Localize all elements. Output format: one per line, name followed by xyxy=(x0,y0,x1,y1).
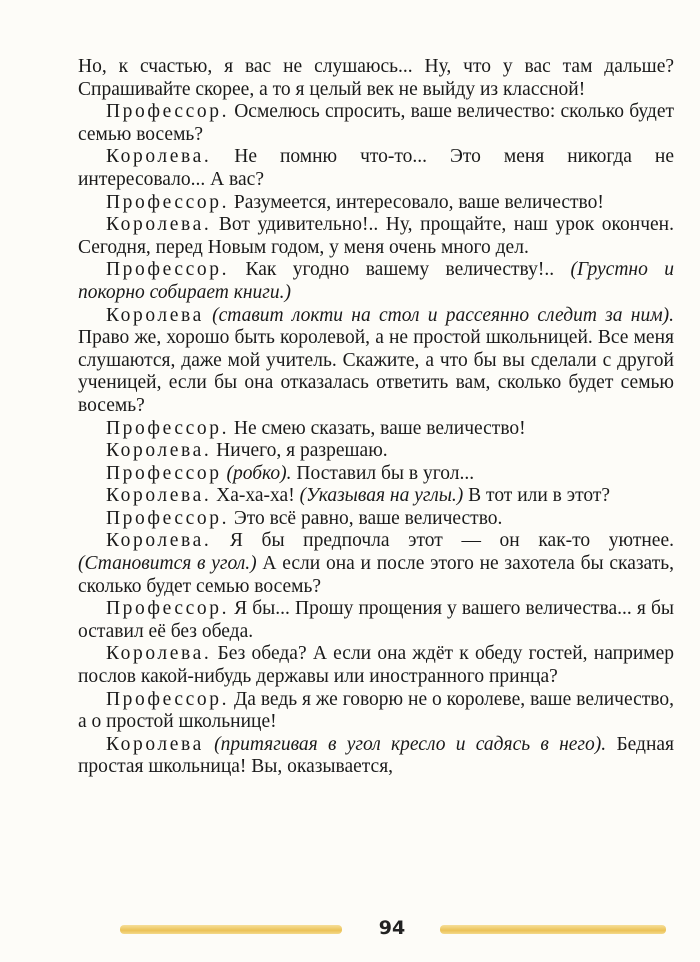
text-line: Профессор. Да ведь я же говорю не о королеве, ваше величество, а о простой школьнице! xyxy=(78,688,674,733)
text-line: Профессор. Я бы... Прошу прощения у вашего величества... я бы оставил её без обеда. xyxy=(78,598,674,642)
text-line: Профессор. Разумеется, интересовало, ваше величество! xyxy=(106,191,604,213)
speaker-name: Королева xyxy=(106,733,204,755)
text-line: Профессор (робко). Поставил бы в угол... xyxy=(106,462,475,484)
stage-direction: (Становится в угол.) xyxy=(78,553,257,575)
text-line: Профессор. Как угодно вашему величеству!.. (Грустно и покорно собирает книги.) xyxy=(78,259,674,303)
play-text xyxy=(78,56,674,779)
stage-direction: (робко). xyxy=(226,462,292,484)
speaker-name: Профессор. xyxy=(106,259,230,281)
text-line: Профессор. Осмелюсь спросить, ваше величество: сколько будет семью восемь? xyxy=(78,101,674,145)
speaker-name: Королева. xyxy=(106,485,212,507)
speaker-name: Профессор xyxy=(106,462,222,484)
text-line: Королева. Без обеда? А если она ждёт к обеду гостей, например послов какой-нибудь державы или иностранного принца? xyxy=(78,643,674,688)
footer-bar-right xyxy=(440,925,666,934)
text-line: Королева. Ничего, я разрешаю. xyxy=(106,440,388,462)
speaker-name: Королева. xyxy=(106,440,212,462)
speaker-name: Профессор. xyxy=(106,507,230,529)
speaker-name: Королева xyxy=(106,304,204,326)
page-number: 94 xyxy=(378,917,406,939)
speaker-name: Профессор. xyxy=(106,688,230,710)
speaker-name: Королева. xyxy=(106,214,212,236)
stage-direction: (Грустно и покорно собирает книги.) xyxy=(78,259,674,303)
speaker-name: Королева. xyxy=(106,146,212,168)
footer-bar-left xyxy=(120,925,342,934)
text-line: Профессор. Это всё равно, ваше величество. xyxy=(106,507,503,529)
speaker-name: Королева. xyxy=(106,643,212,665)
text-line: Профессор. Не смею сказать, ваше величество! xyxy=(106,417,526,439)
speaker-name: Профессор. xyxy=(106,598,230,620)
text-line: Королева. Я бы предпочла этот — он как-то уютнее. (Становится в угол.) А если она и после этого не захотела бы сказать, сколько будет семью восемь? xyxy=(78,530,674,597)
text-line: Королева. Не помню что-то... Это меня никогда не интересовало... А вас? xyxy=(78,146,674,190)
speaker-name: Профессор. xyxy=(106,417,230,439)
speaker-name: Профессор. xyxy=(106,101,230,123)
stage-direction: (притягивая в угол кресло и садясь в него). xyxy=(214,733,607,755)
text-line: Королева (ставит локти на стол и рассеянно следит за ним). Право же, хорошо быть королевой, а не простой школьницей. Все меня слушаются, даже мой учитель. Скажите, а что бы вы сделали с другой ученицей, если бы она отказалась ответить вам, сколько будет семью восемь? xyxy=(78,304,675,416)
text-line: Королева (притягивая в угол кресло и садясь в него). Бедная простая школьница! Вы, оказывается, xyxy=(78,733,675,778)
speaker-name: Профессор. xyxy=(106,191,230,213)
page-footer xyxy=(120,910,680,950)
speaker-name: Королева. xyxy=(106,530,212,552)
text-line: Королева. Ха-ха-ха! (Указывая на углы.) В тот или в этот? xyxy=(106,485,611,507)
text-line: Но, к счастью, я вас не слушаюсь... Ну, что у вас там дальше? Спрашивайте скорее, а то я целый век не выйду из классной! xyxy=(78,56,674,100)
stage-direction: (Указывая на углы.) xyxy=(299,485,464,507)
text-line: Королева. Вот удивительно!.. Ну, прощайте, наш урок окончен. Сегодня, перед Новым годом, у меня очень много дел. xyxy=(78,214,674,258)
stage-direction: (ставит локти на стол и рассеянно следит за ним). xyxy=(212,304,675,326)
